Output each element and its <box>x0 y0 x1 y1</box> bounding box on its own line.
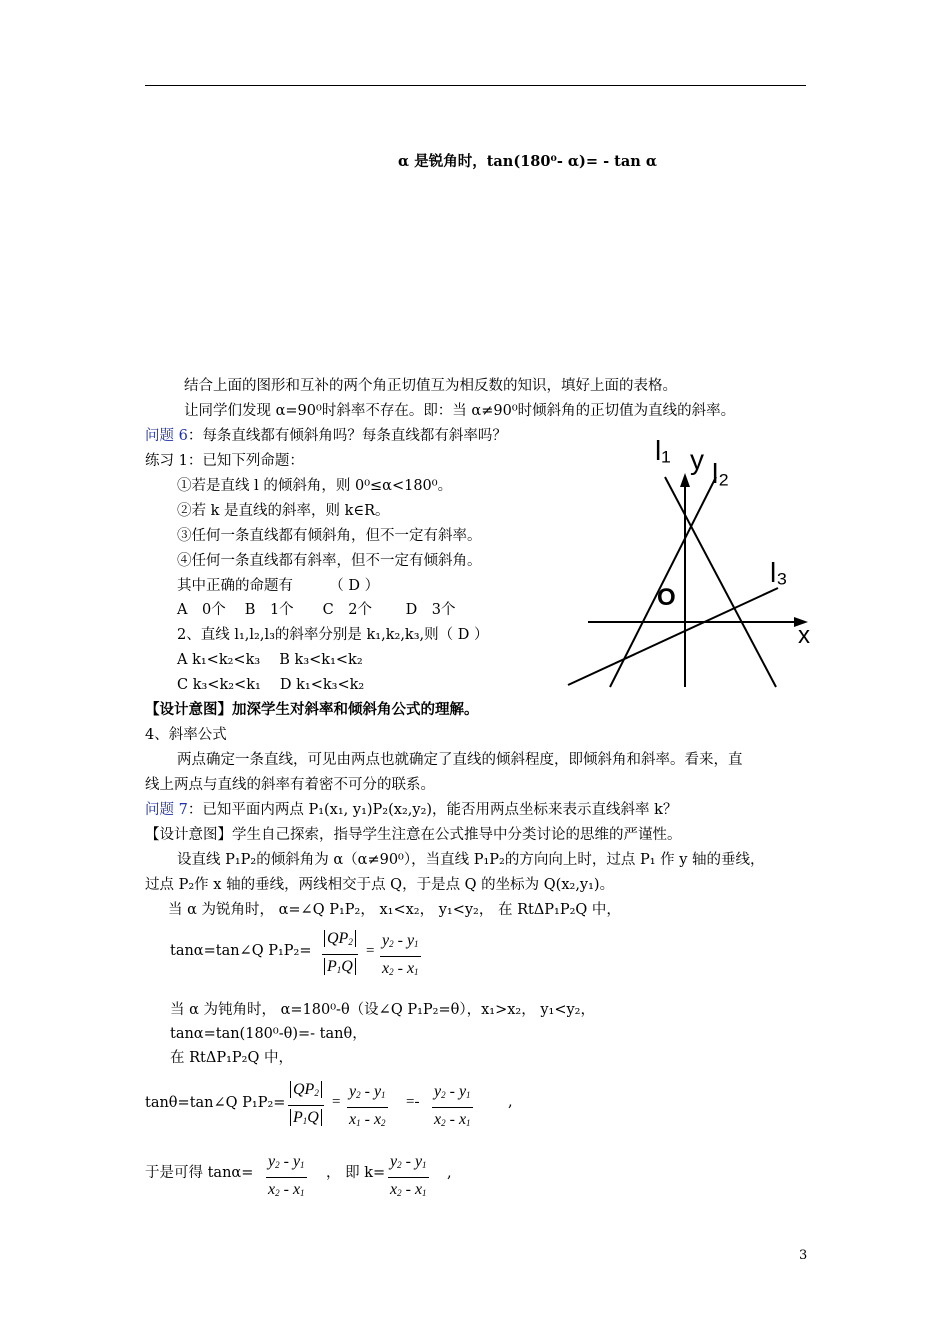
question-6 <box>145 426 507 446</box>
exercise-1-item: ③任何一条直线都有倾斜角，但不一定有斜率。 <box>177 528 482 544</box>
tan-alpha-lhs: tanα=tan∠Q P₁P₂= <box>170 943 312 959</box>
obtuse-case: 当 α 为钝角时， α=180⁰-θ（设∠Q P₁P₂=θ），x₁>x₂， y₁<y₂， <box>170 1002 595 1018</box>
exercise-1-prompt: 其中正确的命题有 （ D ） <box>177 578 380 594</box>
exercise-1-item: ①若是直线 l 的倾斜角，则 0⁰≤α<180⁰。 <box>177 478 453 494</box>
design-intent-1: 【设计意图】加深学生对斜率和倾斜角公式的理解。 <box>145 701 479 718</box>
lines-figure <box>560 425 830 695</box>
label-l1: l₁ <box>655 435 671 466</box>
question-7 <box>145 800 677 820</box>
line-l1 <box>665 477 776 687</box>
label-l2: l₂ <box>712 458 730 489</box>
paragraph-slope-undefined: 让同学们发现 α=90⁰时斜率不存在。即：当 α≠90⁰时倾斜角的正切值为直线的斜率。 <box>184 403 736 419</box>
equals-minus-sign: =- <box>406 1094 420 1110</box>
section-4-heading: 4、斜率公式 <box>145 727 227 743</box>
in-right-triangle: 在 RtΔP₁P₂Q 中， <box>170 1050 293 1066</box>
question-6-text: ：每条直线都有倾斜角吗？每条直线都有斜率吗？ <box>187 428 507 444</box>
exercise-1-item: ②若 k 是直线的斜率，则 k∈R。 <box>177 503 390 519</box>
fraction-y2y1-over-x2x1-2: $\frac{y_2 - y_1}{x_2 - x_1}$ <box>434 1083 471 1128</box>
exercise-1-title: 练习 1：已知下列命题： <box>145 453 304 469</box>
fraction-qp2-over-p1q-2: $\frac{QP_2}{P_1Q}$ <box>288 1080 324 1131</box>
fraction-conclusion-k: $\frac{y_2 - y_1}{x_2 - x_1}$ <box>390 1153 427 1198</box>
exercise-2-choices-ab: A k₁<k₂<k₃ B k₃<k₁<k₂ <box>177 652 363 668</box>
exercise-2-prompt: 2、直线 l₁,l₂,l₃的斜率分别是 k₁,k₂,k₃,则（ D ） <box>177 627 489 643</box>
conclusion-lhs: 于是可得 tanα= <box>145 1165 254 1181</box>
exercise-2-choices-cd: C k₃<k₂<k₁ D k₁<k₃<k₂ <box>177 677 365 693</box>
paragraph-setup-cont: 过点 P₂作 x 轴的垂线，两线相交于点 Q，于是点 Q 的坐标为 Q(x₂,y₁)。 <box>145 877 615 893</box>
y-axis-arrow <box>680 473 690 487</box>
question-6-label: 问题 6 <box>145 428 188 444</box>
acute-case: 当 α 为锐角时， α=∠Q P₁P₂， x₁<x₂， y₁<y₂， 在 RtΔP₁P₂Q 中， <box>168 902 621 918</box>
fraction-y2y1-over-x2x1: $\frac{y_2 - y_1}{x_2 - x_1}$ <box>382 932 419 977</box>
paragraph-two-points-cont: 线上两点与直线的斜率有着密不可分的联系。 <box>145 777 435 793</box>
label-x: x <box>798 622 810 649</box>
fraction-y2y1-over-x1x2: $\frac{y_2 - y_1}{x_1 - x_2}$ <box>349 1083 386 1128</box>
fraction-conclusion-tan: $\frac{y_2 - y_1}{x_2 - x_1}$ <box>268 1153 305 1198</box>
label-l3: l₃ <box>770 557 788 588</box>
header-rule <box>145 85 806 86</box>
trailing-comma: , <box>447 1165 452 1181</box>
line-tan-identity: α 是锐角时，tan(180⁰- α)= - tan α <box>398 153 658 170</box>
tan-alpha-theta: tanα=tan(180⁰-θ)=- tanθ， <box>170 1026 367 1042</box>
exercise-1-choices: A 0个 B 1个 C 2个 D 3个 <box>177 602 456 618</box>
paragraph-fill-table: 结合上面的图形和互补的两个角正切值互为相反数的知识，填好上面的表格。 <box>184 378 677 394</box>
label-origin: O <box>657 584 676 611</box>
paragraph-two-points: 两点确定一条直线，可见由两点也就确定了直线的倾斜程度，即倾斜角和斜率。看来，直 <box>177 752 743 768</box>
line-l2 <box>610 477 716 687</box>
label-y: y <box>690 444 704 475</box>
equals-sign: = <box>366 943 375 959</box>
page-number: 3 <box>799 1248 808 1263</box>
question-7-label: 问题 7 <box>145 802 188 818</box>
exercise-1-item: ④任何一条直线都有斜率，但不一定有倾斜角。 <box>177 553 482 569</box>
question-7-text: ：已知平面内两点 P₁(x₁, y₁)P₂(x₂,y₂)，能否用两点坐标来表示直线斜率 k？ <box>187 802 678 818</box>
design-intent-2: 【设计意图】学生自己探索，指导学生注意在公式推导中分类讨论的思维的严谨性。 <box>145 827 682 843</box>
equals-sign: = <box>332 1094 341 1110</box>
tan-theta-lhs: tanθ=tan∠Q P₁P₂= <box>145 1095 286 1111</box>
trailing-comma: , <box>508 1094 513 1110</box>
conclusion-mid: ， 即 k= <box>326 1165 386 1181</box>
fraction-qp2-over-p1q: $\frac{QP_2}{P_1Q}$ <box>322 929 358 980</box>
paragraph-setup: 设直线 P₁P₂的倾斜角为 α（α≠90⁰），当直线 P₁P₂的方向向上时，过点 P₁ 作 y 轴的垂线， <box>177 852 765 868</box>
